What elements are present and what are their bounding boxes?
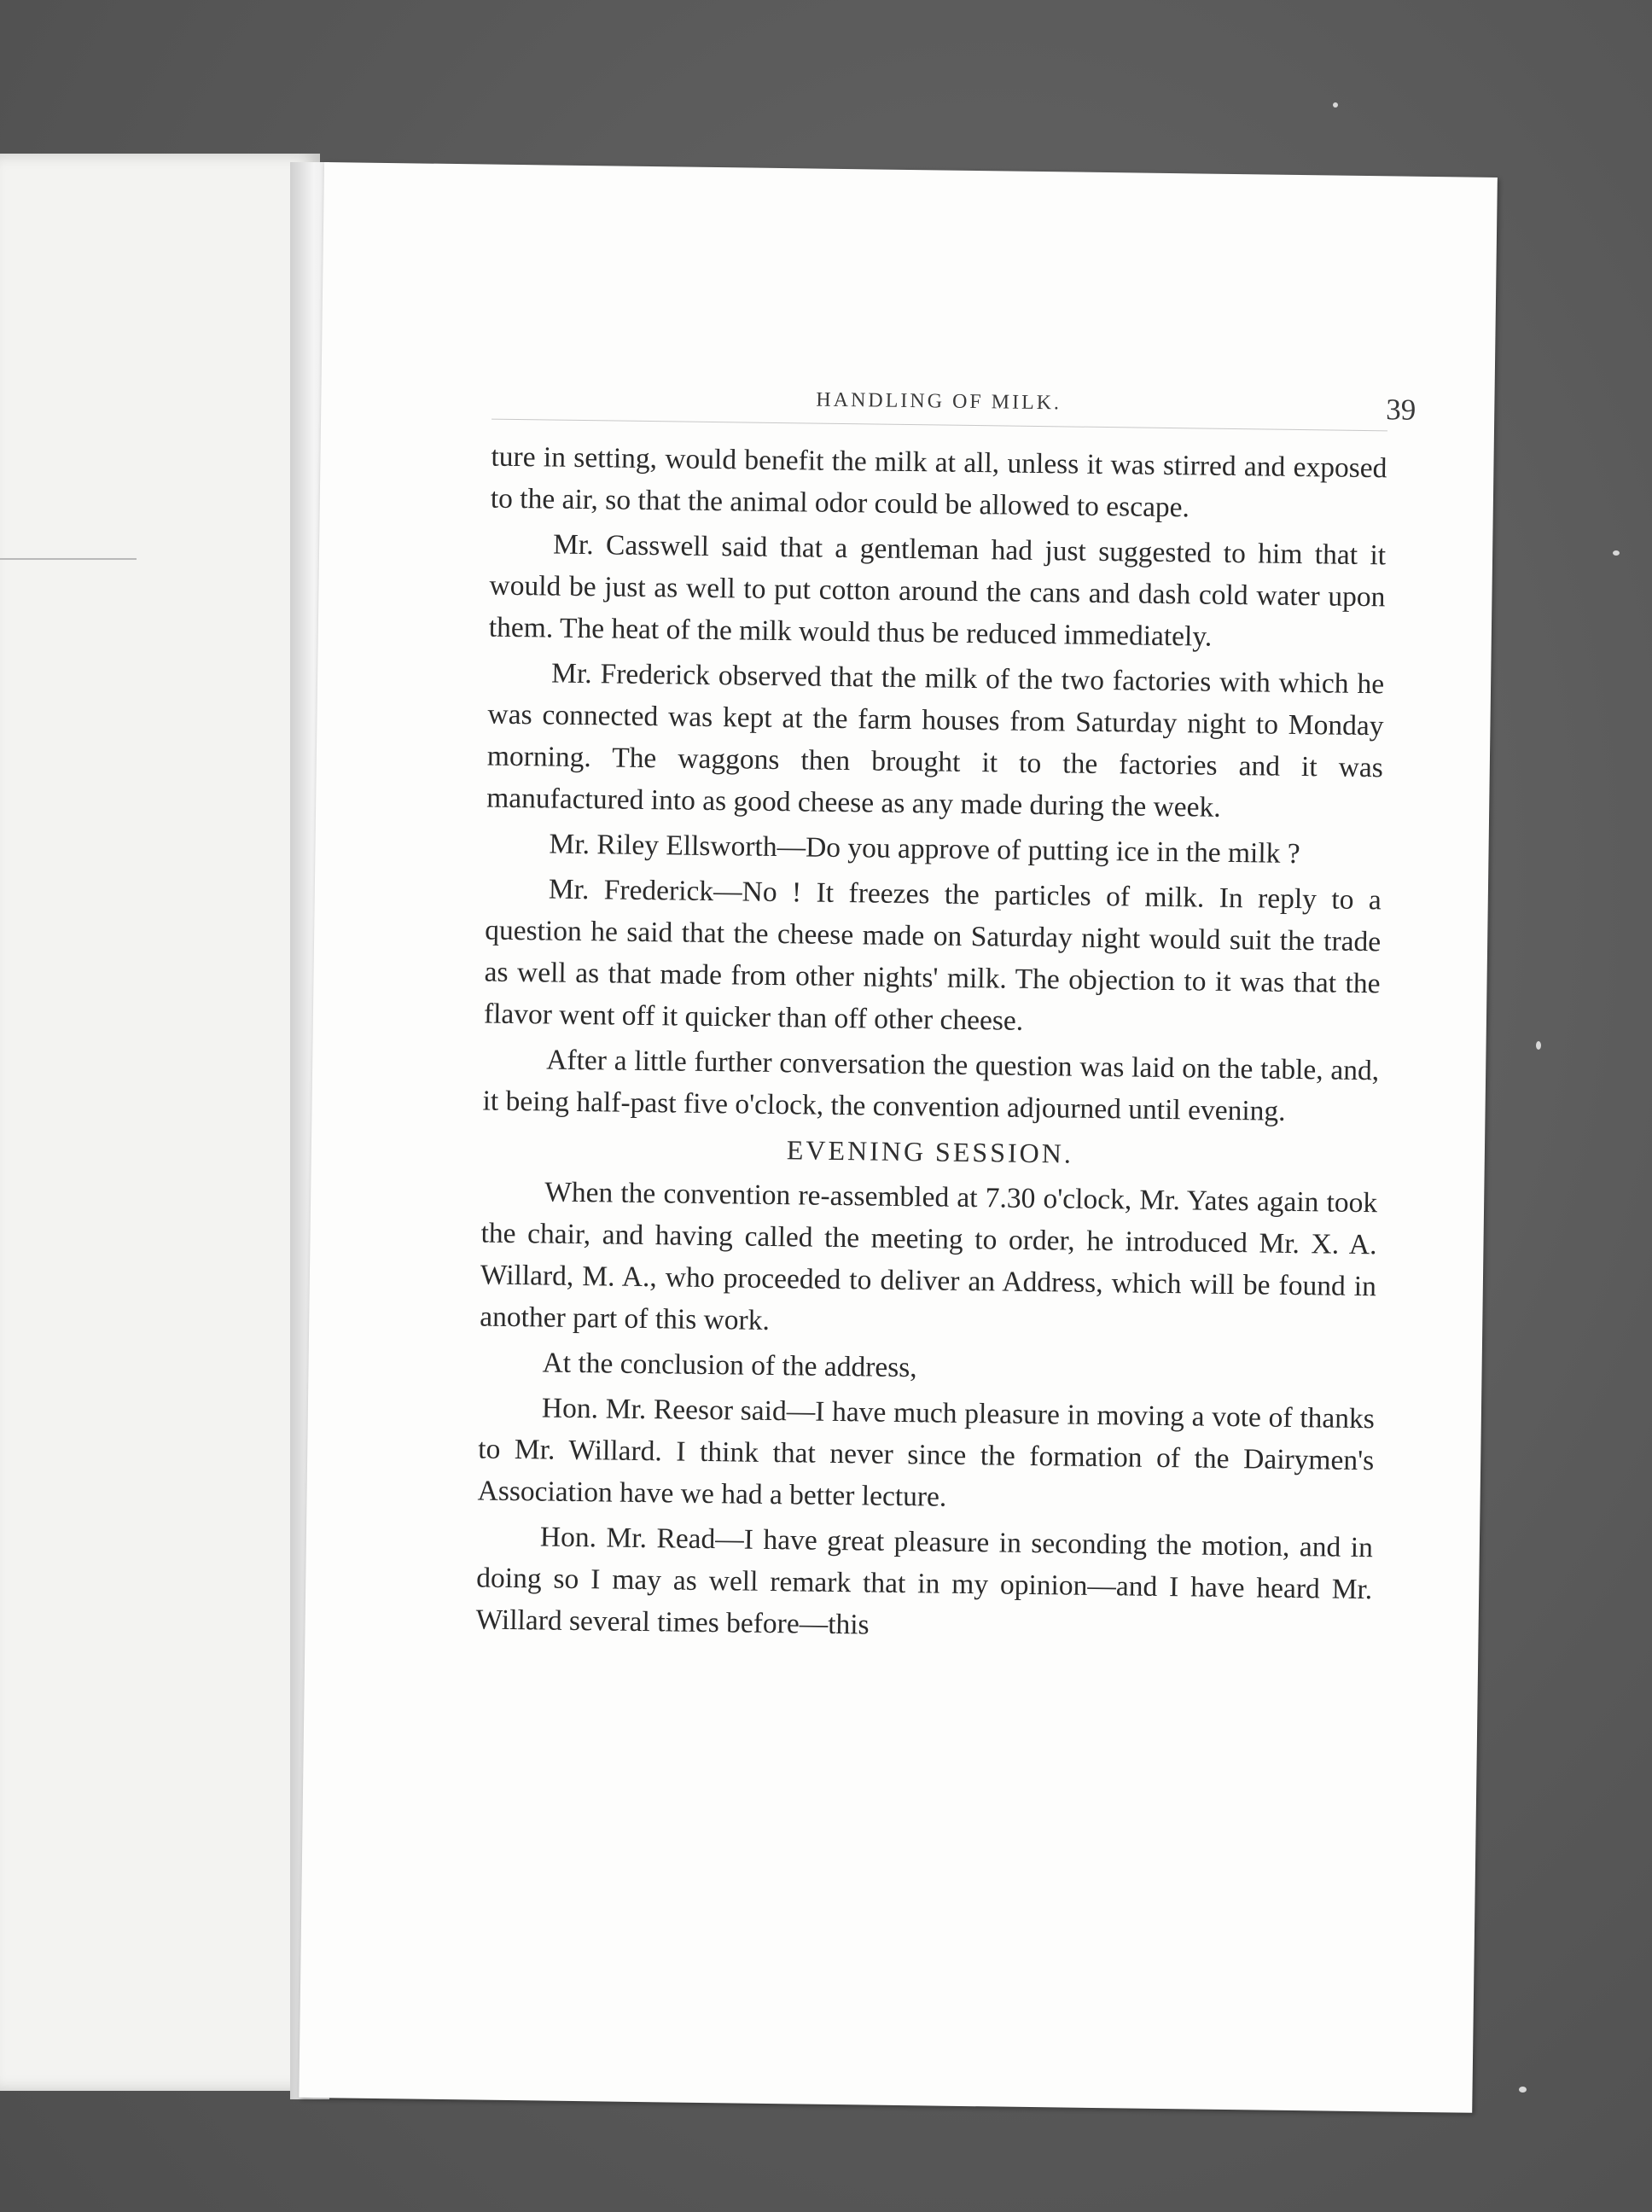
paragraph: Mr. Frederick—No ! It freezes the particles of milk. In reply to a question he said that the cheese made on Saturday night would suit the trade as well as that made from other nights' milk. The objection to it was that the flavor went off it quicker than off other cheese. xyxy=(483,873,1382,1037)
dust-speck xyxy=(1519,2087,1527,2093)
paragraph: Hon. Mr. Reesor said—I have much pleasure in moving a vote of thanks to Mr. Willard. I think that never since the formation of the Dairymen's Association have we had a better lecture. xyxy=(477,1392,1376,1513)
left-page-header-rule xyxy=(0,558,137,560)
paragraph: When the convention re-assembled at 7.30 o'clock, Mr. Yates again took the chair, and having called the meeting to order, he introduced Mr. X. A. Willard, M. A., who proceeded to deliver an Address, which will be found in another part of this work. xyxy=(480,1176,1378,1336)
dust-speck xyxy=(1333,102,1338,108)
paragraph: At the conclusion of the address, xyxy=(542,1347,917,1384)
running-head: HANDLING OF MILK. xyxy=(816,388,1062,415)
paragraph: After a little further conversation the question was laid on the table, and, it being half-past five o'clock, the convention adjourned until evening. xyxy=(482,1044,1380,1127)
paragraph: Hon. Mr. Read—I have great pleasure in seconding the motion, and in doing so I may as well remark that in my opinion—and I have heard Mr. Willard several times before—this xyxy=(475,1521,1374,1641)
body-text xyxy=(475,436,1387,1656)
page-number: 39 xyxy=(1386,393,1416,427)
right-page xyxy=(299,162,1498,2113)
section-heading: EVENING SESSION. xyxy=(786,1134,1074,1169)
dust-speck xyxy=(1536,1041,1541,1050)
paragraph: Mr. Casswell said that a gentleman had just suggested to him that it would be just as well to put cotton around the cans and dash cold water upon them. The heat of the milk would thus be reduced immediately. xyxy=(488,528,1387,653)
paragraph: Mr. Riley Ellsworth—Do you approve of putting ice in the milk ? xyxy=(549,828,1300,870)
paragraph: Mr. Frederick observed that the milk of the two factories with which he was connected was kept at the farm houses from Saturday night to Monday morning. The waggons then brought it to the factories and it was manufactured into as good cheese as any made during the week. xyxy=(486,657,1385,824)
dust-speck xyxy=(1613,550,1620,556)
left-page xyxy=(0,154,320,2091)
paragraph: ture in setting, would benefit the milk at all, unless it was stirred and exposed to the air, so that the animal odor could be allowed to escape. xyxy=(490,440,1387,524)
